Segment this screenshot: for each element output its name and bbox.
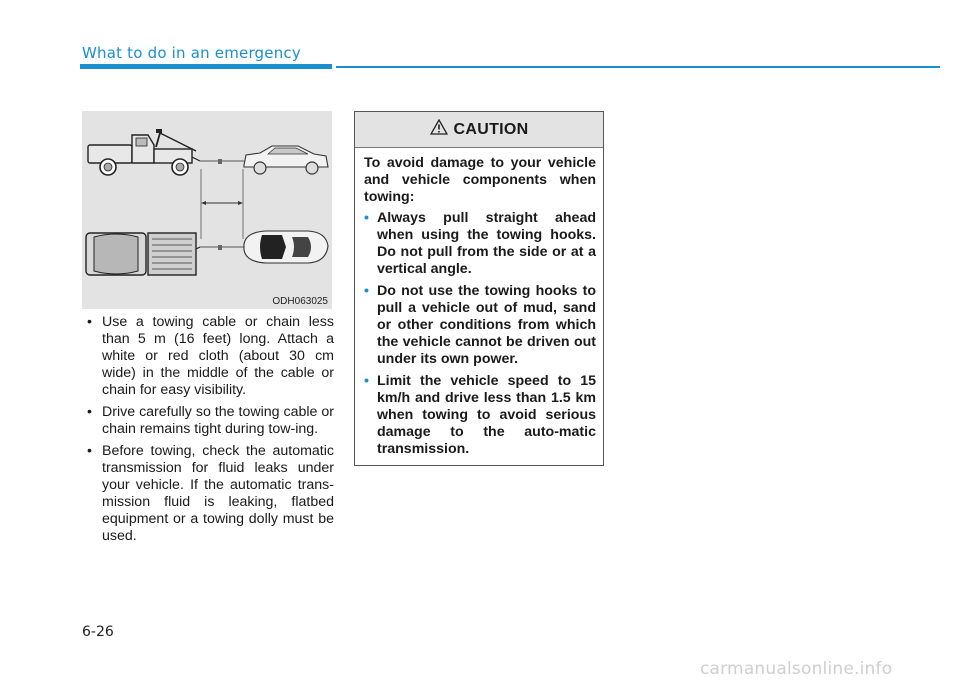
list-item: • Do not use the towing hooks to pull a vehicle out of mud, sand or other conditions from which the vehicle cannot be driven out under its own power. bbox=[364, 283, 596, 368]
tow-truck-side-icon bbox=[88, 129, 200, 175]
list-item: • Before towing, check the automatic transmission for fluid leaks under your vehicle. If the automatic trans-mission fluid is leaking, flatbed equipment or a towing dolly must be used. bbox=[86, 443, 334, 545]
caution-list bbox=[364, 210, 596, 458]
caution-title: CAUTION bbox=[453, 120, 529, 138]
list-item: • Always pull straight ahead when using the towing hooks. Do not pull from the side or at a vertical angle. bbox=[364, 210, 596, 278]
caution-box bbox=[354, 111, 604, 466]
towing-instructions-list bbox=[86, 314, 334, 550]
warning-triangle-icon bbox=[430, 119, 448, 140]
caution-intro: To avoid damage to your vehicle and vehicle components when towing: bbox=[364, 155, 596, 205]
towing-diagram bbox=[82, 111, 332, 309]
page-number: 6-26 bbox=[82, 624, 114, 640]
figure-code: ODH063025 bbox=[272, 296, 328, 307]
section-title: What to do in an emergency bbox=[82, 44, 301, 62]
header-rule bbox=[336, 66, 940, 68]
towing-illustration bbox=[82, 111, 332, 309]
list-item: • Use a towing cable or chain less than 5 m (16 feet) long. Attach a white or red cloth (about 30 cm wide) in the middle of the cable or chain for easy visibility. bbox=[86, 314, 334, 399]
caution-body bbox=[355, 148, 603, 458]
tow-truck-top-icon bbox=[86, 233, 200, 275]
watermark: carmanualsonline.info bbox=[700, 659, 893, 679]
cloth-marker-side bbox=[218, 159, 222, 164]
cloth-marker-top bbox=[218, 245, 222, 250]
towed-car-top-icon bbox=[244, 231, 328, 263]
list-item: • Drive carefully so the towing cable or chain remains tight during tow-ing. bbox=[86, 404, 334, 438]
towed-car-side-icon bbox=[244, 146, 328, 174]
section-title-bar bbox=[80, 64, 332, 69]
list-item: • Limit the vehicle speed to 15 km/h and drive less than 1.5 km when towing to avoid serious damage to the auto-matic transmission. bbox=[364, 373, 596, 458]
caution-header bbox=[355, 112, 603, 148]
